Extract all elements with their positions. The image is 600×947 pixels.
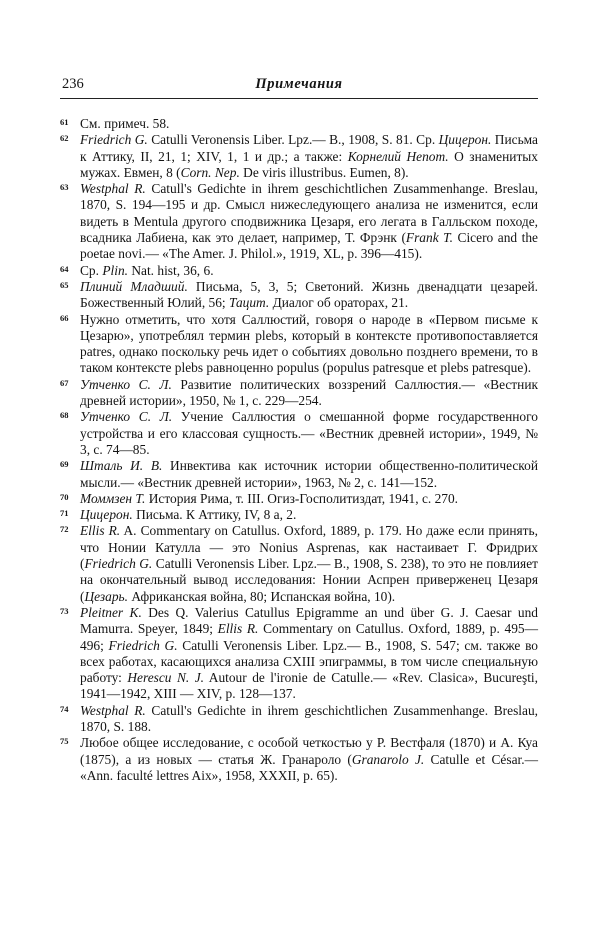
footnote-text: Nat. hist, 36, 6.	[128, 262, 214, 278]
footnote-72	[60, 523, 538, 604]
footnote-citation-author: Friedrich G.	[84, 556, 153, 572]
footnote-text: Письма. К Аттику, IV, 8 a, 2.	[132, 507, 297, 523]
footnote-citation-author: Westphal R.	[80, 702, 146, 718]
footnote-number: 68	[60, 410, 69, 421]
footnote-citation-author: Pleitner K.	[80, 604, 142, 620]
footnote-text: Письма, 5, 3, 5; Светоний. Жизнь двенадцати цезарей. Божественный Юлий, 56;	[80, 278, 538, 311]
footnote-number: 73	[60, 605, 69, 616]
footnote-citation-author: Westphal R.	[80, 181, 146, 197]
footnote-text: История Рима, т. III. Огиз-Госполитиздат, 1941, с. 270.	[145, 490, 459, 506]
footnote-citation-author: Herescu N. J.	[127, 670, 205, 686]
footnote-text: A. Commentary on Catullus. Oxford, 1889, p. 179. Но даже если принять, что Нонии Катулла — это Nonius Asprenas, как настаивает Г. Фридрих (	[80, 523, 538, 572]
footnote-number: 69	[60, 459, 69, 470]
footnote-citation-author: Утченко С. Л.	[80, 409, 173, 425]
footnote-text: Африканская война, 80; Испанская война, 10).	[127, 588, 396, 604]
footnote-citation-author: Шталь И. В.	[80, 458, 163, 474]
footnote-74	[60, 703, 538, 736]
footnote-citation-author: Ellis R.	[80, 523, 121, 539]
footnote-70	[60, 491, 538, 507]
footnote-citation-author: Granarolo J.	[351, 751, 425, 767]
footnote-citation-author: Plin.	[102, 262, 128, 278]
footnote-citation-author: Frank T.	[405, 230, 453, 246]
footnote-number: 74	[60, 703, 69, 714]
footnote-number: 61	[60, 117, 69, 127]
footnote-66	[60, 312, 538, 377]
footnote-64	[60, 263, 538, 279]
footnote-number: 70	[60, 491, 69, 502]
footnote-text: Инвектива как источник истории общественно-политической мысли.— «Вестник древней истории», 1963, № 2, с. 141—152.	[80, 458, 538, 490]
footnote-text: Autour de l'ironie de Catulle.— «Rev. Clasica», Bucureşti, 1941—1942, XIII — XIV, p. 128—137.	[80, 670, 539, 702]
footnote-text: Catulli Veronensis Liber. Lpz.— B., 1908, S. 81. Ср.	[147, 132, 439, 148]
footnote-number: 72	[60, 524, 69, 535]
footnote-68	[60, 409, 538, 458]
running-title: Примечания	[255, 76, 343, 92]
footnote-citation-author: Цезарь.	[84, 588, 128, 604]
footnote-citation-author: Ellis R.	[217, 621, 259, 637]
footnote-71	[60, 507, 538, 523]
footnote-citation-author: Friedrich G.	[108, 637, 178, 653]
page-number: 236	[62, 76, 84, 92]
footnote-text: Des Q. Valerius Catullus Epigramme an und über G. J. Caesar und Mamurra. Speyer, 1849;	[80, 604, 538, 637]
footnote-63	[60, 181, 538, 262]
footnote-text: Commentary on Catullus. Oxford, 1889, p. 495—496;	[80, 621, 538, 653]
footnote-citation-author: Friedrich G.	[80, 132, 148, 148]
footnote-text: Catulli Veronensis Liber. Lpz.— B., 1908, S. 547; см. также во всех работах, касающихся анализа CXIII эпиграммы, в том числе специальную работу:	[80, 637, 538, 686]
footnote-number: 62	[60, 133, 69, 144]
footnote-text: Catull's Gedichte in ihrem geschichtlichen Zusammenhange. Breslau, 1870, S. 194—195 и др. Смысл нижеследующего анализа не изменится, если видеть в Mentula другого сподвижника Цезаря, его легата в Галльском походе, всадника Лабиена, как это делает, например, Т. Фрэнк (	[80, 181, 538, 246]
footnote-text: Catulle et César.— «Ann. faculté lettres Aix», 1958, XXXII, p. 65).	[80, 751, 538, 783]
footnote-69	[60, 458, 538, 491]
footnote-text: Учение Саллюстия о смешанной форме государственного устройства и его классовая сущность.— «Вестник древней истории», 1949, № 3, с. 74—85.	[80, 409, 538, 457]
footnote-text: Ср.	[80, 262, 103, 278]
footnote-citation-author: Тацит.	[228, 295, 270, 311]
footnote-text: Cicero and the poetae novi.— «The Amer. J. Philol.», 1919, XL, p. 396—415).	[80, 230, 538, 262]
footnote-citation-author: Плиний Младший.	[80, 278, 188, 294]
footnote-75	[60, 735, 538, 784]
footnote-text: Диалог об ораторах, 21.	[269, 295, 409, 311]
footnote-65	[60, 279, 538, 312]
footnote-text: См. примеч. 58.	[80, 116, 170, 131]
footnote-62	[60, 132, 538, 181]
footnote-73	[60, 605, 538, 703]
footnote-number: 75	[60, 736, 69, 747]
footnote-citation-author: Моммзен Т.	[80, 490, 146, 506]
footnote-text: Развитие политических воззрений Саллюстия.— «Вестник древней истории», 1950, № 1, с. 229—254.	[80, 376, 538, 409]
footnote-citation-author: Утченко С. Л.	[80, 376, 172, 392]
footnote-number: 67	[60, 377, 69, 388]
footnote-text: О знаменитых мужах. Евмен, 8 (	[80, 148, 538, 180]
footnote-citation-author: Цицерон.	[80, 507, 133, 523]
footnote-61	[60, 116, 538, 132]
footnote-number: 65	[60, 279, 69, 290]
footnote-number: 64	[60, 263, 69, 274]
footnote-text: Нужно отметить, что хотя Саллюстий, говоря о народе в «Первом письме к Цезарю», употреблял термин plebs, который в контексте противопоставляется patres, однако поскольку речь идет о событиях довольно позднего времени, то в таком контексте plebs равноценно populus (populus patresque et plebs patresque).	[80, 311, 538, 376]
footnote-number: 66	[60, 312, 69, 323]
footnote-text: Catulli Veronensis Liber. Lpz.— B., 1908, S. 238), то это не повлияет на окончательный вывод исследования: Нонии Аспрен приверженец Цезаря (	[80, 556, 539, 604]
footnote-citation-author: Corn. Nep.	[180, 164, 240, 180]
footnote-text: Письма к Аттику, II, 21, 1; XIV, 1, 1 и др.; а также:	[80, 132, 538, 164]
footnote-number: 63	[60, 182, 69, 193]
footnote-text: De viris illustribus. Eumen, 8).	[239, 164, 409, 180]
footnote-text: Catull's Gedichte in ihrem geschichtlichen Zusammenhange. Breslau, 1870, S. 188.	[80, 702, 538, 734]
footnote-67	[60, 377, 538, 410]
footnote-text: Любое общее исследование, с особой четкостью у Р. Вестфаля (1870) и А. Куа (1875), а из новых — статья Ж. Гранароло (	[80, 735, 538, 767]
footnote-citation-author: Корнелий Непот.	[347, 148, 449, 164]
footnotes-list	[60, 116, 538, 784]
footnote-citation-author: Цицерон.	[438, 132, 492, 148]
page-header	[60, 74, 538, 99]
footnote-number: 71	[60, 508, 69, 519]
